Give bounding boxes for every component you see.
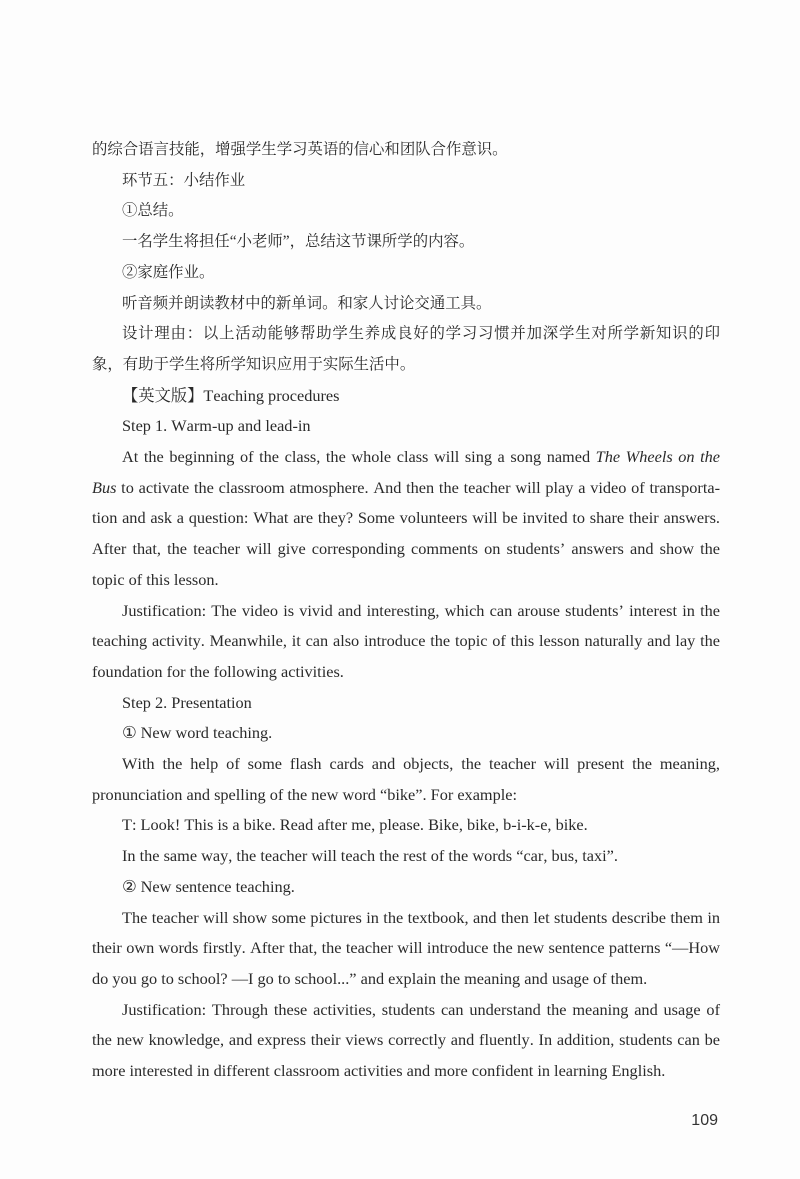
step1-heading: Step 1. Warm-up and lead-in	[122, 416, 311, 436]
new-sentence-paragraph: The teacher will show some pictures in the textbook, and then let students describe them in their own words firstly. After that, the teacher will introduce the new sentence patterns “—How do you go to school? —I go to school...” and explain the meaning and usage of them.	[92, 907, 720, 988]
summary-label: ①总结。	[122, 202, 184, 220]
new-sentence-label: ② New sentence teaching.	[122, 876, 295, 896]
design-rationale-paragraph: 设计理由：以上活动能够帮助学生养成良好的学习习惯并加深学生对所学新知识的印象，有助于学生将所学知识应用于实际生活中。	[92, 325, 720, 373]
new-word-example: T: Look! This is a bike. Read after me, please. Bike, bike, b-i-k-e, bike.	[122, 815, 588, 835]
step2-justification-paragraph: Justification: Through these activities, students can understand the meaning and usage of the new knowledge, and express their views correctly and fluently. In addition, students can be more interested in different classroom activities and more confident in learning English.	[92, 999, 720, 1081]
step1-paragraph	[92, 442, 720, 596]
section5-heading: 环节五：小结作业	[122, 171, 246, 189]
step1-text-before: At the beginning of the class, the whole class will sing a song named	[122, 447, 596, 467]
new-word-paragraph: With the help of some flash cards and objects, the teacher will present the meaning, pronunciation and spelling of the new word “bike”. For example:	[92, 754, 720, 804]
step1-justification-paragraph: Justification: The video is vivid and interesting, which can arouse students’ interest in the teaching activity. Meanwhile, it can also introduce the topic of this lesson naturally and lay the foundation for the following activities.	[92, 600, 720, 681]
homework-paragraph: 听音频并朗读教材中的新单词。和家人讨论交通工具。	[122, 294, 492, 312]
new-word-label: ① New word teaching.	[122, 723, 273, 743]
page-body	[92, 135, 720, 1087]
step2-heading: Step 2. Presentation	[122, 692, 252, 712]
homework-label: ②家庭作业。	[122, 263, 215, 281]
new-word-rest-paragraph: In the same way, the teacher will teach the rest of the words “car, bus, taxi”.	[122, 846, 618, 866]
step1-text-after: to activate the classroom atmosphere. And then the teacher will play a video of transportation and ask a question: What are they? Some volunteers will be invited to share their answers. After that, the teacher will give corresponding comments on students’ answers and show the topic of this lesson.	[92, 477, 720, 589]
page-number: 109	[691, 1112, 718, 1129]
intro-continuation-paragraph: 的综合语言技能，增强学生学习英语的信心和团队合作意识。	[92, 141, 508, 158]
song-title: The Wheels on the Bus	[92, 447, 721, 497]
english-version-heading: 【英文版】Teaching procedures	[122, 385, 340, 405]
summary-paragraph: 一名学生将担任“小老师”，总结这节课所学的内容。	[122, 233, 475, 251]
